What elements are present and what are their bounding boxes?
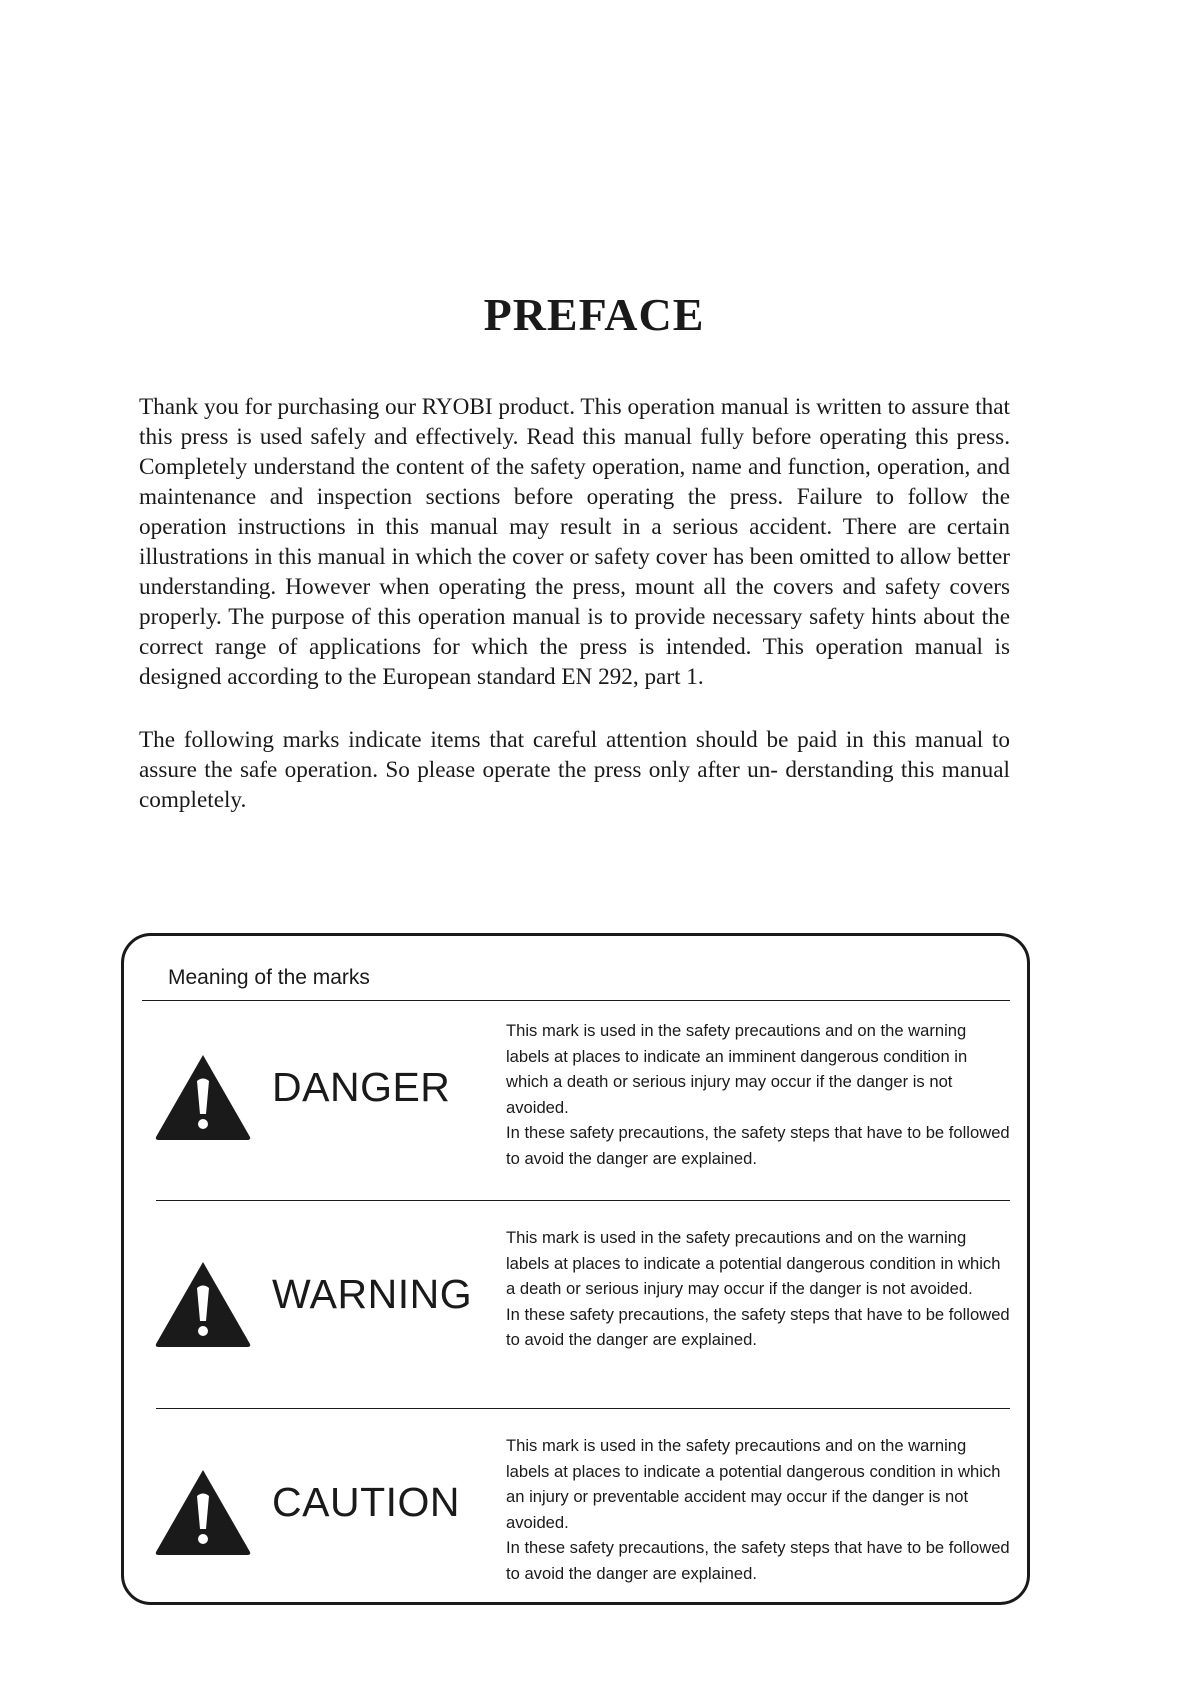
warning-triangle-icon: [153, 1258, 253, 1348]
intro-line-4: The purpose of this operation manual is to provide necessary safety hints about the correct range of applications for which the press is intended. This operation manual is designed according to the European standard EN 292, part 1.: [139, 604, 1010, 690]
mark-danger: [150, 1018, 1010, 1178]
marks-heading: Meaning of the marks: [168, 966, 370, 989]
warning-description-2: In these safety precautions, the safety steps that have to be followed to avoid the danger are explained.: [506, 1304, 1010, 1349]
caution-description-2: In these safety precautions, the safety steps that have to be followed to avoid the danger are explained.: [506, 1538, 1010, 1583]
page-title: PREFACE: [483, 289, 705, 340]
marks-intro-paragraph: The following marks indicate items that careful attention should be paid in this manual to assure the safe operation. So please operate the press only after un- derstanding this manual completely.: [139, 727, 1010, 813]
warning-description-1: This mark is used in the safety precautions and on the warning labels at places to indicate a potential dangerous condition in which a death or serious injury may occur if the danger is not avoided.: [506, 1228, 1001, 1298]
danger-label: DANGER: [272, 1064, 451, 1110]
preface-body: [139, 392, 1010, 815]
heading-rule: [142, 1000, 1010, 1001]
divider-rule: [156, 1408, 1010, 1409]
intro-paragraph: [139, 392, 1010, 692]
divider-rule: [156, 1200, 1010, 1201]
warning-description: [506, 1225, 1010, 1353]
caution-description-1: This mark is used in the safety precautions and on the warning labels at places to indicate a potential dangerous condition in which an injury or preventable accident may occur if the danger is not avoided.: [506, 1436, 1001, 1532]
danger-description-1: This mark is used in the safety precautions and on the warning labels at places to indicate an imminent dangerous condition in which a death or serious injury may occur if the danger is not avoided.: [506, 1021, 968, 1117]
intro-line-3: There are certain illustrations in this manual in which the cover or safety cover has been omitted to allow better understanding. However when operating the press, mount all the covers and safety covers properly.: [139, 514, 1010, 630]
danger-description: [506, 1018, 1010, 1171]
mark-caution: [150, 1433, 1010, 1593]
caution-description: [506, 1433, 1010, 1586]
intro-line-2: This operation manual is written to assure that this press is used safely and effectively. Read this manual fully before operating this press. Completely understand the content of the safety operation, name and function, operation, and maintenance and inspection sections before operating the press. Failure to follow the operation instructions in this manual may result in a serious accident.: [139, 394, 1010, 540]
intro-line-1: Thank you for purchasing our RYOBI product.: [139, 394, 576, 420]
caution-label: CAUTION: [272, 1479, 460, 1525]
mark-warning: [150, 1225, 1010, 1385]
warning-label: WARNING: [272, 1271, 473, 1317]
warning-triangle-icon: [153, 1466, 253, 1556]
warning-triangle-icon: [153, 1051, 253, 1141]
danger-description-2: In these safety precautions, the safety steps that have to be followed to avoid the danger are explained.: [506, 1123, 1010, 1168]
